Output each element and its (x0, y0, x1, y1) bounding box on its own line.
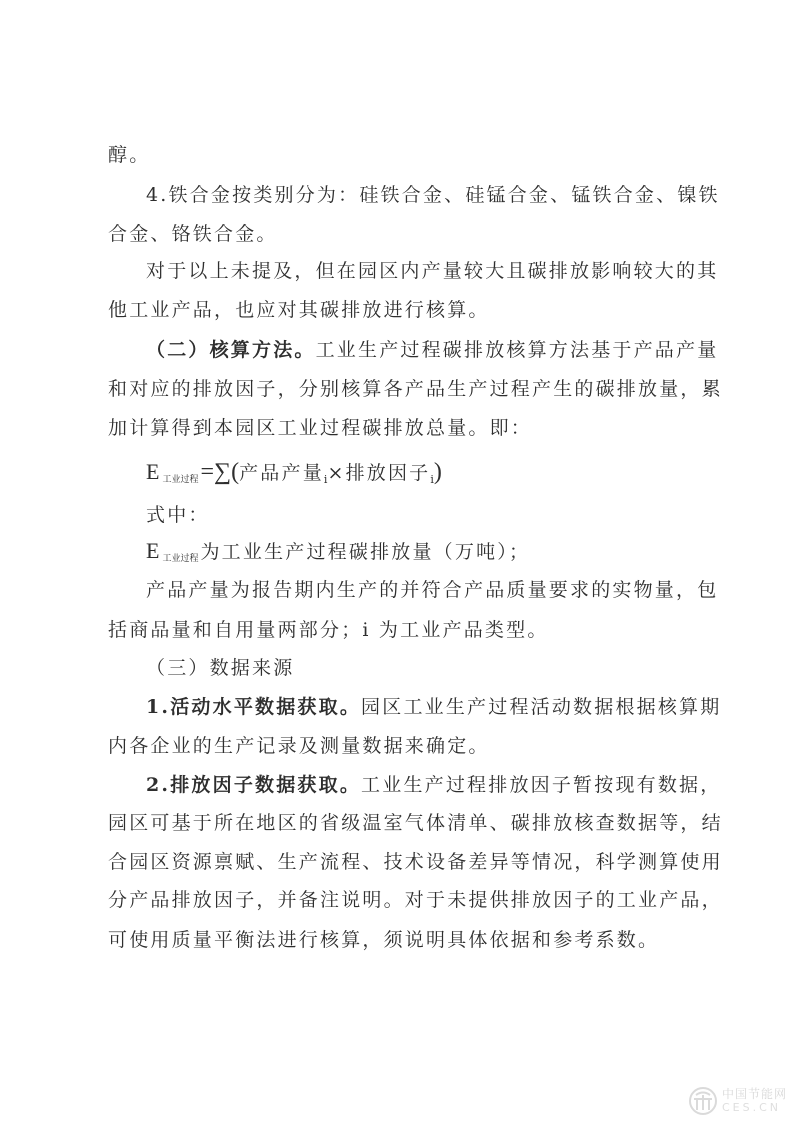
formula-index: i (323, 473, 328, 486)
paragraph-line (146, 539, 730, 571)
paragraph-line: 园区可基于所在地区的省级温室气体清单、碳排放核查数据等，结 (108, 812, 723, 834)
ces-logo-icon (688, 1086, 718, 1116)
formula-line (146, 460, 730, 492)
section-heading: （三）数据来源 (146, 657, 295, 679)
paragraph-line: 对于以上未提及，但在园区内产量较大且碳排放影响较大的其 (146, 260, 719, 282)
paragraph-line: 和对应的排放因子，分别核算各产品生产过程产生的碳排放量，累 (108, 378, 723, 400)
formula-times: × (327, 462, 346, 484)
paragraph-line (146, 183, 730, 207)
paragraph-line: 内各企业的生产记录及测量数据来确定。 (108, 735, 490, 757)
line-text: 园区工业生产过程活动数据根据核算期 (361, 696, 722, 718)
line-text: 工业生产过程排放因子暂按现有数据， (361, 774, 722, 796)
formula-subscript: 工业过程 (162, 475, 199, 485)
paragraph-line: 括商品量和自用量两部分；i 为工业产品类型。 (108, 619, 549, 641)
formula-E: E (146, 538, 160, 563)
watermark (688, 1083, 792, 1119)
subsection-heading: 2.排放因子数据获取。 (146, 774, 362, 796)
paragraph-line: 分产品排放因子，并备注说明。对于未提供排放因子的工业产品， (108, 889, 723, 911)
line-text: 铁合金按类别分为：硅铁合金、硅锰合金、锰铁合金、镍铁 (168, 184, 720, 206)
paragraph-line: 合园区资源禀赋、生产流程、技术设备差异等情况，科学测算使用 (108, 851, 723, 873)
paragraph-line: 他工业产品，也应对其碳排放进行核算。 (108, 299, 490, 321)
watermark-cn: 中国节能网 (722, 1087, 788, 1101)
paragraph-line: 产品产量为报告期内生产的并符合产品质量要求的实物量，包 (146, 579, 719, 601)
paragraph-line: 式中： (146, 504, 210, 526)
formula-term1: 产品产量 (239, 462, 324, 484)
formula-index: i (430, 473, 434, 486)
formula-term2: 排放因子 (345, 462, 431, 484)
formula-sigma: =∑( (200, 459, 240, 485)
formula-close: ) (433, 459, 442, 485)
subsection-heading: 1.活动水平数据获取。 (146, 696, 362, 718)
paragraph-line: 醇。 (108, 144, 151, 166)
paragraph-line (146, 695, 730, 719)
paragraph-line: 加计算得到本园区工业过程碳排放总量。即： (108, 417, 533, 439)
section-heading: （二）核算方法。 (146, 339, 316, 361)
line-text: 工业生产过程碳排放核算方法基于产品产量 (315, 339, 719, 361)
list-number: 4. (146, 184, 169, 206)
paragraph-line: 合金、铬铁合金。 (108, 223, 278, 245)
formula-subscript: 工业过程 (162, 554, 199, 564)
line-text: 为工业生产过程碳排放量（万吨）； (200, 541, 531, 563)
watermark-en: CES.CN (722, 1101, 782, 1114)
paragraph-line (146, 338, 730, 362)
paragraph-line: 可使用质量平衡法进行核算，须说明具体依据和参考系数。 (108, 929, 660, 951)
paragraph-line (146, 773, 730, 797)
formula-E: E (146, 459, 160, 484)
